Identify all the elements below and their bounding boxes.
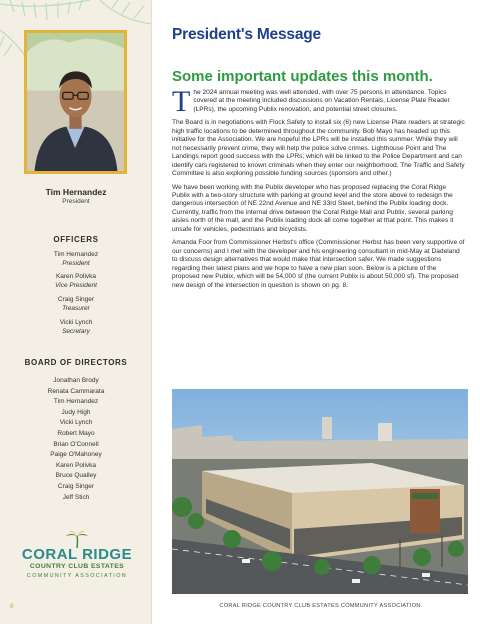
officer-name: Tim Hernandez bbox=[53, 251, 99, 258]
president-title: President bbox=[62, 198, 90, 205]
board-member: Robert Mayo bbox=[57, 429, 95, 437]
officers-heading: OFFICERS bbox=[53, 235, 99, 244]
logo-line-3: COMMUNITY ASSOCIATION bbox=[26, 573, 128, 579]
officer-role: Secretary bbox=[62, 327, 90, 335]
logo-line-2: COUNTRY CLUB ESTATES bbox=[29, 563, 125, 570]
officer-role: Vice President bbox=[55, 281, 97, 289]
board-member: Jonathan Brody bbox=[53, 377, 99, 384]
article-paragraph bbox=[172, 85, 465, 118]
page-footer: CORAL RIDGE COUNTRY CLUB ESTATES COMMUNITY ASSOCIATION bbox=[219, 603, 421, 609]
sidebar bbox=[0, 0, 152, 624]
main-column bbox=[172, 0, 468, 624]
page-number: 6 bbox=[10, 603, 14, 610]
board-member: Judy High bbox=[61, 408, 91, 416]
logo-line-1: CORAL RIDGE bbox=[21, 546, 133, 563]
president-name: Tim Hernandez bbox=[45, 187, 107, 197]
article-paragraph: The Board is in negotiations with Flock Safety to install six (6) new License Plate readers at strategic high traffic locations to be determined throughout the community. Bob Mayo has headed up this initiative for the Association. We are hopeful the LPRs will be installed this summer. While they will not necessarily prevent crime, they will help the police solve crimes. Lighthouse Point and The Landings report good success with the LPRs, which will be linked to the Police Department and can identify cars registered to known criminals when they enter our neighborhood. The Traffic and Safety Committee is also exploring possible funding sources (sponsors and other.) bbox=[172, 119, 465, 178]
association-logo bbox=[18, 530, 136, 588]
board-member: Tim Hernandez bbox=[53, 398, 99, 406]
article-paragraph: We have been working with the Publix developer who has proposed replacing the Coral Ridge Publix with a two-story structure with parking at ground level and the store above to redesign the dangerous intersection of NE 22nd Avenue and NE 33rd Steet, behind the Publix loading dock. Currently, traffic from the internal drive between the Coral Ridge Mall and Publix, several parking aisles north of the mall, and the Publix loading dock all come together at that point. This makes it unsafe for vehicles, pedestrians and bicyclists. bbox=[172, 183, 454, 233]
article-paragraph: Amanda Foor from Commissioner Herbst's office (Commissioner Herbst has been very supportive of our concerns) and I met with the developer and his engineering consultant in mid-May at Dadeland to discuss design alternatives that would make that intersection safer. We made suggestions regarding their latest plans and we hope to have a new plan soon. Below is a picture of the proposed new Publix, which will be 54,000 sf (the current Publix is about 50,000 sf). The proposed new design of the intersection in question is shown on pg. 8. bbox=[172, 239, 465, 289]
officer-name: Vicki Lynch bbox=[59, 319, 93, 326]
officer-role: Treasurer bbox=[62, 304, 90, 312]
board-heading: BOARD OF DIRECTORS bbox=[24, 358, 128, 367]
board-member: Paige O'Mahoney bbox=[50, 451, 102, 459]
board-list bbox=[0, 376, 152, 503]
officer-entry bbox=[0, 273, 152, 290]
board-member: Brian O'Connell bbox=[53, 440, 99, 448]
board-member: Karen Polivka bbox=[55, 461, 97, 469]
officer-role: President bbox=[62, 259, 90, 267]
officer-entry bbox=[0, 296, 152, 313]
board-member: Vicki Lynch bbox=[59, 419, 93, 427]
drop-cap: T bbox=[172, 85, 191, 118]
paragraph-text: he 2024 annual meeting was well attended, with over 75 persons in attendance. Topics covered at the meeting included discussions on Vacation Rentals, License Plate Reader (LPRs), the upcoming Publix renovation, and potential street closures. bbox=[193, 89, 450, 113]
officer-entry bbox=[0, 319, 152, 336]
officer-entry bbox=[0, 251, 152, 268]
publix-rendering-image bbox=[172, 389, 468, 594]
board-member: Jeff Stich bbox=[62, 493, 90, 501]
officer-name: Craig Singer bbox=[57, 296, 95, 303]
page-title: President's Message bbox=[172, 26, 321, 43]
article-body bbox=[172, 85, 465, 295]
board-member: Renata Cammarata bbox=[47, 387, 105, 395]
president-photo bbox=[24, 30, 127, 174]
officer-name: Karen Polivka bbox=[55, 273, 97, 280]
board-member: Bruce Qualley bbox=[55, 472, 97, 480]
board-member: Craig Singer bbox=[57, 482, 95, 490]
article-subheading: Some important updates this month. bbox=[172, 68, 433, 85]
